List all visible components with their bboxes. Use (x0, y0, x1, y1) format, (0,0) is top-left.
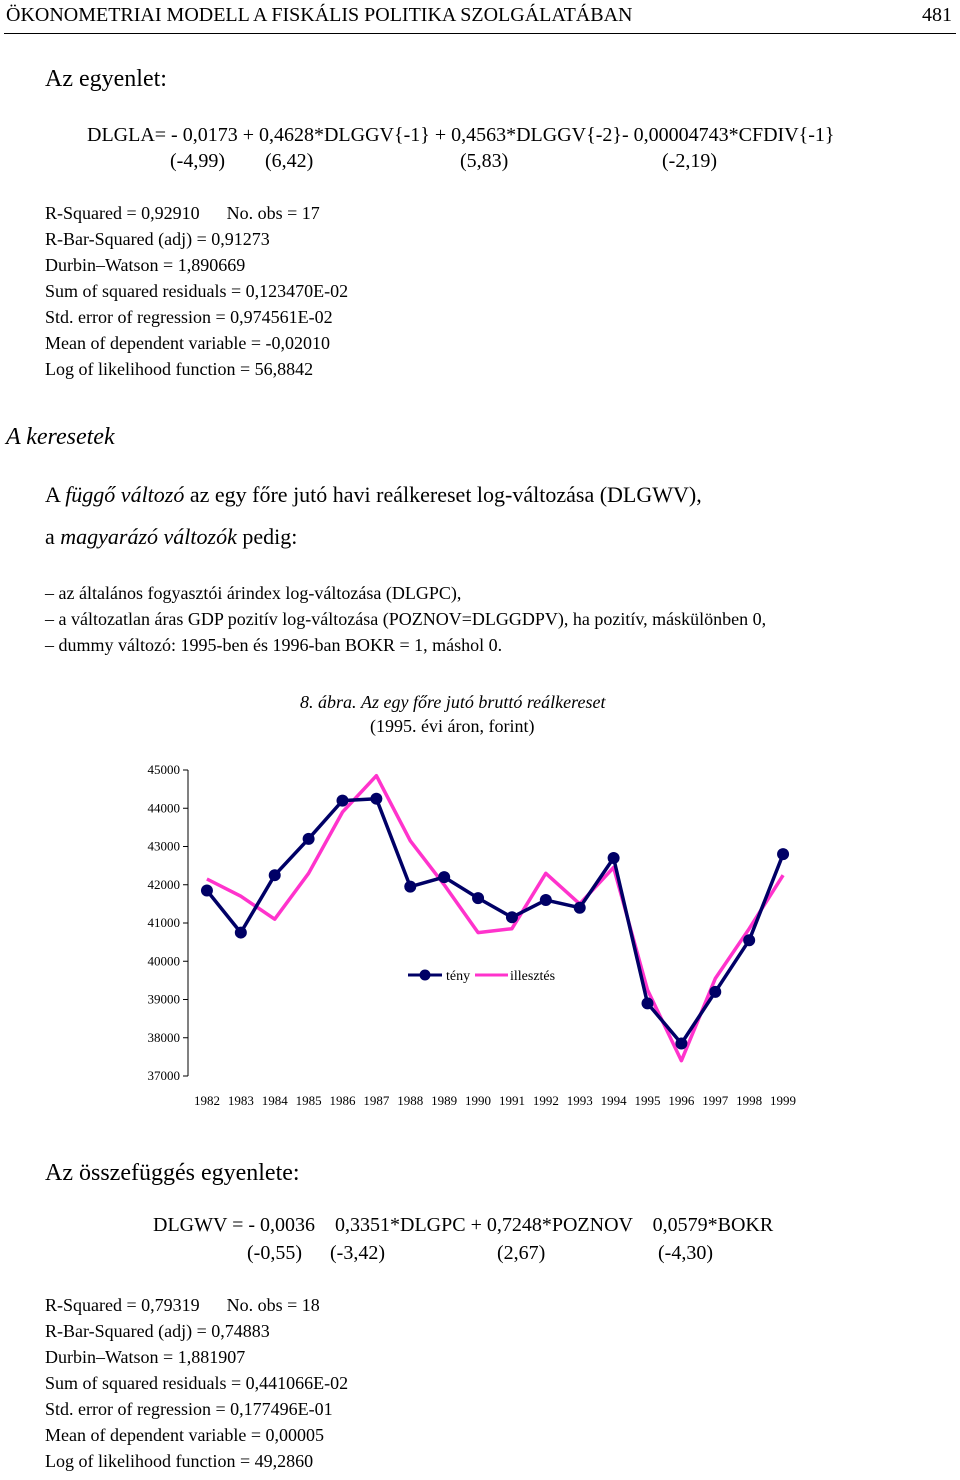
y-tick-label: 42000 (147, 876, 180, 892)
x-tick-label: 1982 (193, 1093, 220, 1108)
paragraph-line-1 (45, 482, 702, 508)
legend-label-illesztes: illesztés (510, 969, 556, 984)
tstat: (6,42) (265, 150, 314, 172)
x-tick-label: 1994 (600, 1093, 627, 1108)
text-run: pedig: (236, 524, 298, 549)
y-tick-label: 40000 (147, 953, 180, 969)
x-tick-label: 1990 (465, 1093, 492, 1108)
reálkereset-line-chart (0, 750, 960, 1120)
x-tick-label: 1992 (532, 1093, 559, 1108)
section-heading-egyenlet: Az egyenlet: (45, 66, 167, 92)
data-point (743, 934, 755, 946)
x-tick-label: 1997 (702, 1093, 729, 1108)
legend-label-teny: tény (446, 969, 471, 984)
regression-stats-2 (45, 1292, 348, 1474)
text-run: az egy főre jutó havi reálkereset log-változása (DLGWV), (184, 482, 702, 507)
stat-line: Log of likelihood function = 49,2860 (45, 1451, 314, 1471)
stat-line: Sum of squared residuals = 0,441066E-02 (45, 1373, 349, 1393)
tstat: (-4,30) (658, 1242, 713, 1264)
data-point (404, 881, 416, 893)
x-tick-label: 1984 (261, 1093, 288, 1108)
regression-stats-1 (45, 200, 348, 382)
text-run: A (45, 482, 66, 507)
stat-line: R-Squared = 0,79319 No. obs = 18 (45, 1295, 320, 1315)
data-point (675, 1037, 687, 1049)
stat-line: Log of likelihood function = 56,8842 (45, 359, 314, 379)
tstat: (-3,42) (330, 1242, 385, 1264)
x-tick-label: 1999 (770, 1093, 797, 1108)
tstat: (2,67) (497, 1242, 546, 1264)
y-tick-label: 37000 (147, 1068, 180, 1083)
header-rule (4, 33, 956, 34)
stat-line: Mean of dependent variable = 0,00005 (45, 1425, 325, 1445)
x-tick-label: 1995 (634, 1093, 661, 1108)
x-tick-label: 1987 (363, 1093, 390, 1108)
y-tick-label: 41000 (147, 915, 180, 930)
data-point (370, 793, 382, 805)
list-item: – az általános fogyasztói árindex log-változása (DLGPC), (45, 583, 462, 603)
stat-line: Mean of dependent variable = -0,02010 (45, 333, 331, 353)
x-tick-label: 1988 (397, 1093, 424, 1108)
x-tick-label: 1998 (736, 1093, 763, 1108)
tstat: (5,83) (460, 150, 509, 172)
stat-line: R-Squared = 0,92910 No. obs = 17 (45, 203, 320, 223)
variable-list (45, 580, 766, 658)
stat-line: Std. error of regression = 0,177496E-01 (45, 1399, 333, 1419)
x-tick-label: 1985 (295, 1093, 322, 1108)
italic-term: magyarázó változók (60, 524, 237, 549)
x-tick-label: 1991 (498, 1093, 525, 1108)
data-point (201, 884, 213, 896)
tstat: (-4,99) (170, 150, 225, 172)
data-point (438, 871, 450, 883)
legend-marker-teny (420, 970, 431, 981)
x-tick-label: 1986 (329, 1093, 356, 1108)
y-tick-label: 44000 (147, 800, 180, 816)
stat-line: Durbin–Watson = 1,890669 (45, 255, 246, 275)
section-heading-keresetek: A keresetek (6, 424, 115, 450)
figure-subtitle: (1995. évi áron, forint) (370, 716, 535, 736)
paragraph-line-2 (45, 524, 297, 550)
text-run: a (45, 524, 61, 549)
tstat: (-0,55) (247, 1242, 302, 1264)
italic-term: függő változó (65, 482, 185, 507)
data-point (472, 892, 484, 904)
data-point (269, 869, 281, 881)
data-point (574, 902, 586, 914)
stat-line: Sum of squared residuals = 0,123470E-02 (45, 281, 349, 301)
stat-line: Std. error of regression = 0,974561E-02 (45, 307, 333, 327)
stat-line: R-Bar-Squared (adj) = 0,74883 (45, 1321, 270, 1341)
data-point (506, 911, 518, 923)
x-tick-label: 1983 (227, 1093, 254, 1108)
section-heading-osszefugges: Az összefüggés egyenlete: (45, 1160, 300, 1186)
figure-caption (300, 692, 605, 713)
data-point (540, 894, 552, 906)
figure-number: 8. ábra. (300, 692, 357, 712)
x-tick-label: 1996 (668, 1093, 695, 1108)
page-number: 481 (922, 4, 952, 26)
data-point (608, 852, 620, 864)
tstat: (-2,19) (662, 150, 717, 172)
figure-title: Az egy főre jutó bruttó reálkereset (361, 692, 606, 712)
list-item: – dummy változó: 1995-ben és 1996-ban BOKR = 1, máshol 0. (45, 635, 503, 655)
y-tick-label: 38000 (147, 1029, 180, 1045)
series-line-teny (207, 799, 783, 1044)
data-point (235, 927, 247, 939)
data-point (642, 997, 654, 1009)
x-tick-label: 1989 (431, 1093, 458, 1108)
data-point (709, 986, 721, 998)
equation-dlgla: DLGLA= - 0,0173 + 0,4628*DLGGV{-1} + 0,4563*DLGGV{-2}- 0,00004743*CFDIV{-1} (87, 124, 835, 146)
data-point (777, 848, 789, 860)
y-tick-label: 43000 (147, 838, 180, 854)
x-tick-label: 1993 (566, 1093, 593, 1108)
list-item: – a változatlan áras GDP pozitív log-változása (POZNOV=DLGGDPV), ha pozitív, máskülönben 0, (45, 609, 767, 629)
stat-line: Durbin–Watson = 1,881907 (45, 1347, 246, 1367)
running-title: ÖKONOMETRIAI MODELL A FISKÁLIS POLITIKA SZOLGÁLATÁBAN (6, 4, 633, 26)
data-point (303, 833, 315, 845)
equation-dlgwv: DLGWV = - 0,0036 0,3351*DLGPC + 0,7248*POZNOV 0,0579*BOKR (153, 1214, 774, 1236)
y-tick-label: 45000 (147, 762, 180, 777)
data-point (337, 795, 349, 807)
stat-line: R-Bar-Squared (adj) = 0,91273 (45, 229, 270, 249)
y-tick-label: 39000 (147, 991, 180, 1007)
